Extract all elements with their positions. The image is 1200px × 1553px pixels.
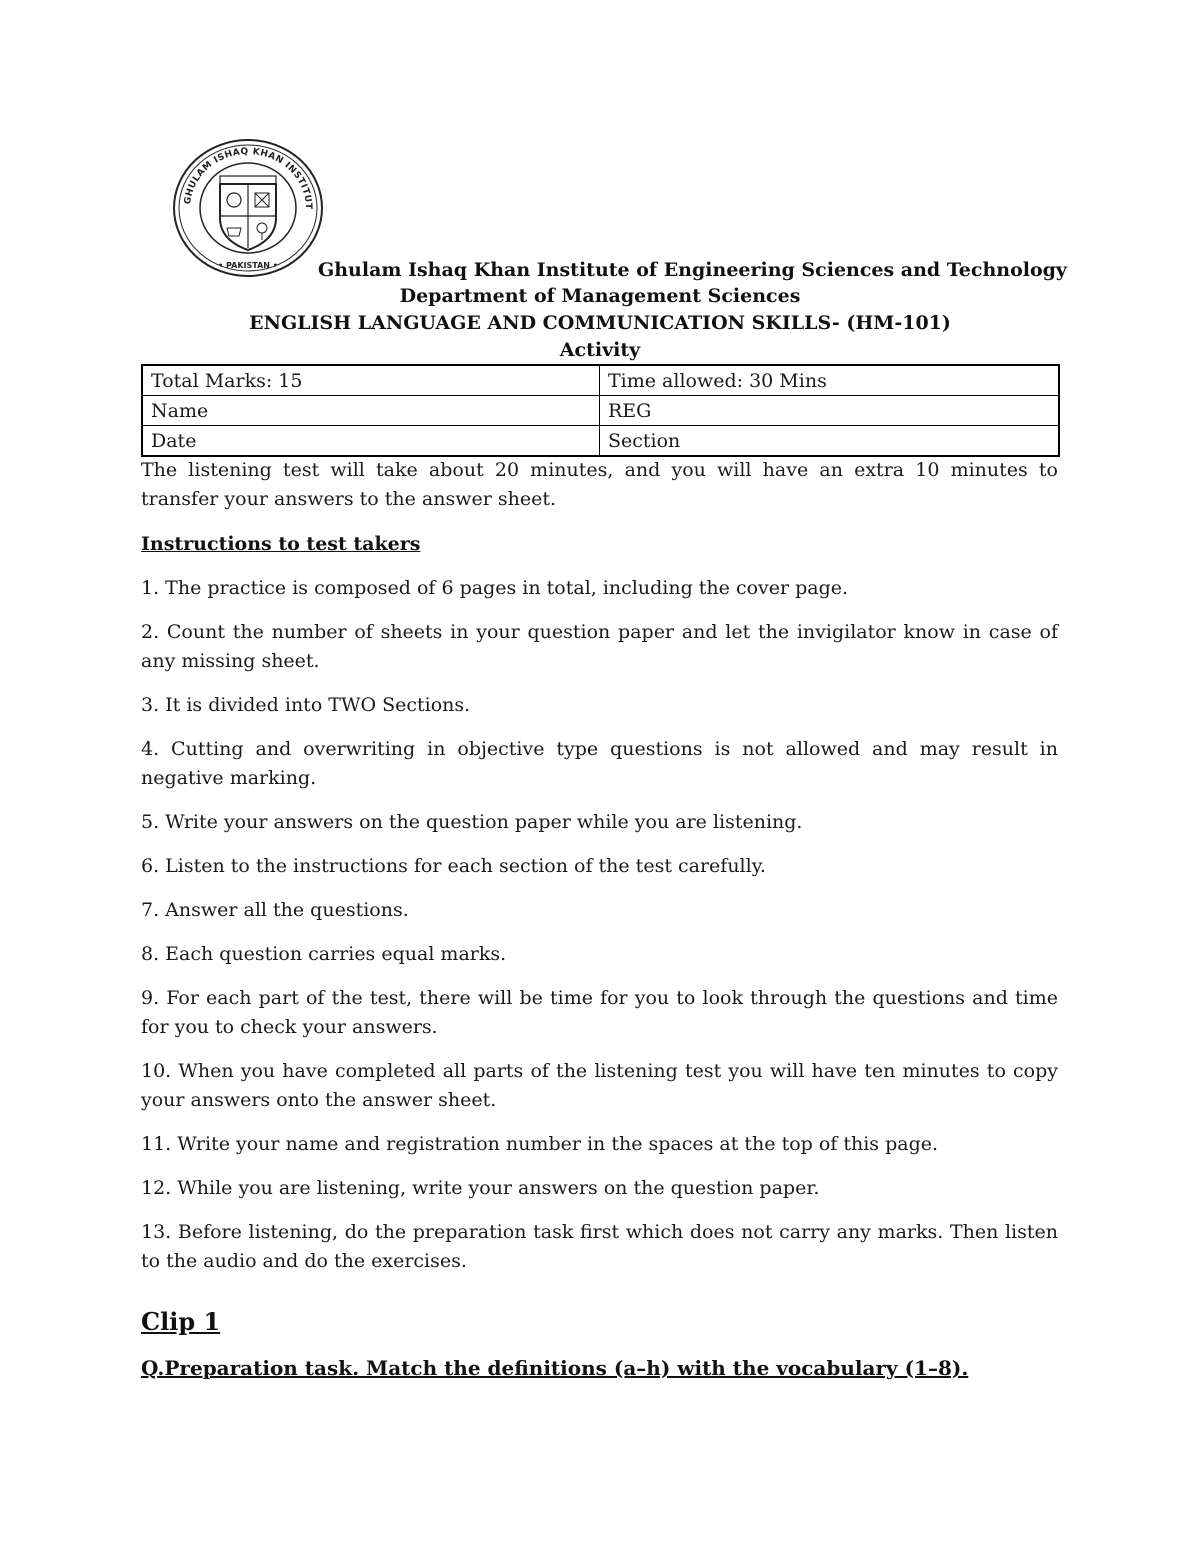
institute-name: Ghulam Ishaq Khan Institute of Engineering Sciences and Technology bbox=[318, 259, 1067, 281]
table-row bbox=[142, 426, 1059, 457]
list-item: 7. Answer all the questions. bbox=[141, 899, 409, 921]
list-item: 11. Write your name and registration number in the spaces at the top of this page. bbox=[141, 1133, 939, 1155]
list-item: 9. For each part of the test, there will be time for you to look through the questions and time for you to check your answers. bbox=[141, 987, 1058, 1038]
list-item: 6. Listen to the instructions for each section of the test carefully. bbox=[141, 855, 766, 877]
list-item: 4. Cutting and overwriting in objective type questions is not allowed and may result in negative marking. bbox=[141, 738, 1058, 789]
course-title: ENGLISH LANGUAGE AND COMMUNICATION SKILLS- (HM-101) bbox=[249, 312, 951, 334]
list-item: 12. While you are listening, write your answers on the question paper. bbox=[141, 1177, 820, 1199]
total-marks-cell: Total Marks: 15 bbox=[142, 365, 600, 396]
info-table bbox=[141, 364, 1060, 457]
instructions-heading: Instructions to test takers bbox=[141, 533, 421, 555]
clip-heading: Clip 1 bbox=[141, 1307, 221, 1336]
list-item: 1. The practice is composed of 6 pages in total, including the cover page. bbox=[141, 577, 849, 599]
svg-text:GHULAM ISHAQ KHAN INSTITUTE OF: GHULAM ISHAQ KHAN INSTITUT bbox=[183, 146, 314, 210]
intro-paragraph: The listening test will take about 20 minutes, and you will have an extra 10 minutes to transfer your answers to the answer sheet. bbox=[141, 459, 1058, 510]
list-item: 13. Before listening, do the preparation task first which does not carry any marks. Then listen to the audio and do the exercises. bbox=[141, 1221, 1058, 1272]
institute-seal-logo bbox=[170, 136, 326, 280]
instructions-list bbox=[141, 574, 1058, 1291]
date-field[interactable]: Date bbox=[142, 426, 600, 457]
list-item: 5. Write your answers on the question paper while you are listening. bbox=[141, 811, 803, 833]
time-allowed-cell: Time allowed: 30 Mins bbox=[600, 365, 1060, 396]
name-field[interactable]: Name bbox=[142, 396, 600, 426]
section-field[interactable]: Section bbox=[600, 426, 1060, 457]
preparation-task-question: Q.Preparation task. Match the definitions (a–h) with the vocabulary (1–8). bbox=[141, 1356, 969, 1380]
table-row bbox=[142, 396, 1059, 426]
activity-title: Activity bbox=[559, 339, 641, 361]
list-item: 2. Count the number of sheets in your question paper and let the invigilator know in case of any missing sheet. bbox=[141, 621, 1058, 672]
department-name: Department of Management Sciences bbox=[399, 285, 801, 307]
svg-text:• PAKISTAN •: • PAKISTAN • bbox=[218, 261, 278, 270]
reg-field[interactable]: REG bbox=[600, 396, 1060, 426]
table-row bbox=[142, 365, 1059, 396]
list-item: 10. When you have completed all parts of the listening test you will have ten minutes to copy your answers onto the answer sheet. bbox=[141, 1060, 1058, 1111]
list-item: 8. Each question carries equal marks. bbox=[141, 943, 507, 965]
list-item: 3. It is divided into TWO Sections. bbox=[141, 694, 471, 716]
